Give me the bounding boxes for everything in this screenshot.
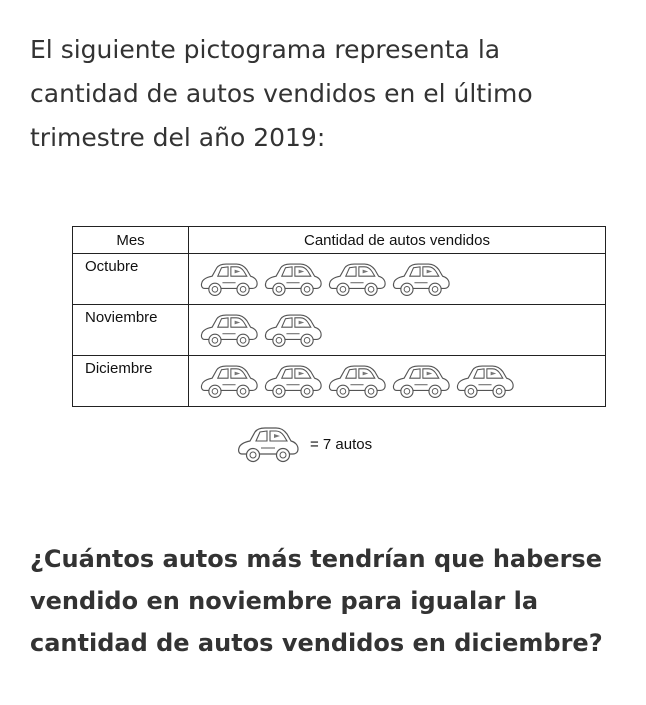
table-row (73, 254, 606, 305)
icon-cell-diciembre (189, 356, 606, 407)
car-icon (263, 311, 323, 349)
table-row (73, 305, 606, 356)
row-label-diciembre: Diciembre (73, 356, 189, 407)
legend (236, 424, 372, 464)
car-icon (391, 362, 451, 400)
car-icon (199, 260, 259, 298)
car-icon (236, 424, 300, 464)
intro-text: El siguiente pictograma representa la cantidad de autos vendidos en el último trimestre del año 2019: (30, 35, 533, 152)
column-header-cantidad: Cantidad de autos vendidos (189, 227, 606, 254)
car-icon (263, 362, 323, 400)
legend-label: = 7 autos (310, 435, 373, 453)
car-icon (327, 362, 387, 400)
pictogram-table (72, 226, 606, 407)
icon-cell-noviembre (189, 305, 606, 356)
table-row (73, 356, 606, 407)
column-header-mes: Mes (73, 227, 189, 254)
row-label-octubre: Octubre (73, 254, 189, 305)
car-icon (327, 260, 387, 298)
car-icon (199, 311, 259, 349)
question-text: ¿Cuántos autos más tendrían que haberse vendido en noviembre para igualar la cantidad de autos vendidos en diciembre? (30, 545, 603, 657)
car-icon (199, 362, 259, 400)
table-header-row (73, 227, 606, 254)
icon-cell-octubre (189, 254, 606, 305)
row-label-noviembre: Noviembre (73, 305, 189, 356)
car-icon (455, 362, 515, 400)
car-icon (391, 260, 451, 298)
car-icon (263, 260, 323, 298)
